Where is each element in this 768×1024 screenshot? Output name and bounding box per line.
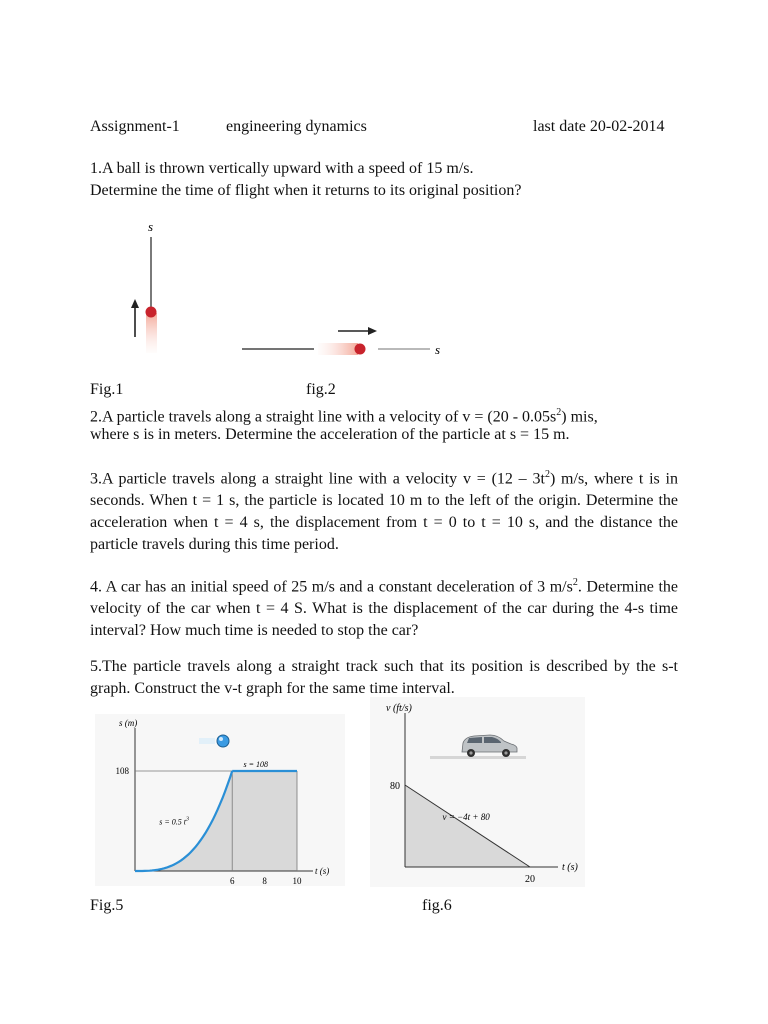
fig1-axis-label: s [148,219,154,234]
q2-text-a: 2.A particle travels along a straight line with a velocity of v = (20 - 0.05s [90,408,557,426]
particle-ball-trail [199,738,215,744]
particle-ball-highlight [219,737,223,741]
q5-paragraph: 5.The particle travels along a straight track such that its position is described by the s-t graph. Construct the v-t graph for the same time interval. [90,658,678,697]
fig2-arrowhead [368,327,377,335]
st-x-tick-label: 6 [229,876,235,886]
st-x-tick-label: 8 [262,876,267,886]
assignment-number: Assignment-1 [90,118,180,135]
due-date: last date 20-02-2014 [533,118,665,135]
q2-line2: where s is in meters. Determine the acceleration of the particle at s = 15 m. [90,426,570,443]
st-x-tick-label: 10 [292,876,302,886]
fig1-label: Fig.1 [90,381,124,398]
vt-x-axis-label: t (s) [562,862,578,873]
q3-sup: 2 [544,469,550,480]
vt-y-tick-label: 80 [390,781,400,792]
vt-y-axis-label: v (ft/s) [386,703,412,714]
vt-x-tick-label: 20 [525,874,535,885]
fig5-label: Fig.5 [90,897,124,914]
fig1-arrowhead [131,299,139,308]
fig6-label: fig.6 [422,897,452,914]
q1-line2: Determine the time of flight when it returns to its original position? [90,182,522,199]
fig2-label: fig.2 [306,381,336,398]
fig2-motion-trail [318,343,358,355]
q4-text-b: . Determine the velocity of the car when t = 4 S. What is the displacement of the car during the 4-s time interval? How much time is needed to stop the car? [90,578,679,640]
fig6-vt-graph [370,697,585,887]
st-x-axis-label: t (s) [315,866,330,876]
course-name: engineering dynamics [226,118,367,135]
q1-line1: 1.A ball is thrown vertically upward with a speed of 15 m/s. [90,160,474,177]
q3-text-a: 3.A particle travels along a straight line with a velocity v = (12 – 3t [90,470,545,488]
fig1-ball-vertical-diagram [120,215,190,360]
q3-text-b: ) m/s, where t is in seconds. When t = 1 s, the particle is located 10 m to the left of the origin. Determine the acceleration when t = 4 s, the displacement from t = 0 to t = 10 s, and the distance the particle travels during this time period. [90,470,679,554]
q2-text-b: ) mis, [561,408,598,426]
vt-line-equation: v = −4t + 80 [442,811,490,822]
st-curve-equation: s = 0.5 $t^3$ [159,816,190,827]
q4-text-a: 4. A car has an initial speed of 25 m/s and a constant deceleration of 3 m/s [90,578,573,596]
fig2-ball-horizontal-diagram [238,320,453,365]
st-y-axis-label: s (m) [119,718,138,728]
fig1-ball [146,307,157,318]
fig5-st-graph [95,714,345,886]
q2-sup: 2 [556,407,562,418]
st-y-tick-label: 108 [115,766,129,776]
q4-sup: 2 [572,577,578,588]
fig2-axis-label: s [435,342,441,357]
fig2-ball [355,344,366,355]
q3-paragraph [90,464,678,556]
q4-paragraph [90,572,678,642]
particle-ball-icon [217,735,229,747]
st-flat-equation: s = 108 [243,760,269,769]
fig1-motion-trail [146,313,157,353]
